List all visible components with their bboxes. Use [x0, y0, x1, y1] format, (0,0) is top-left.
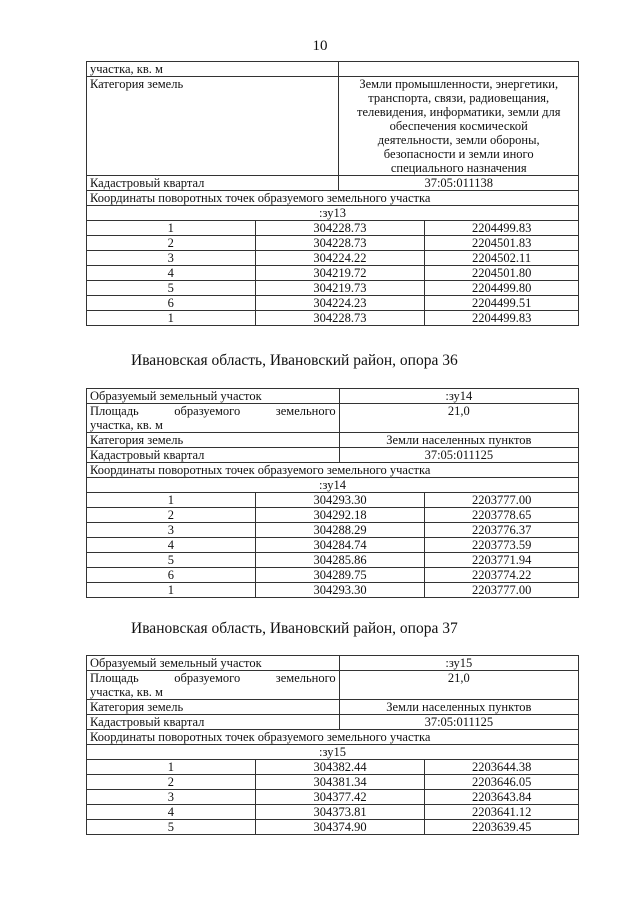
cadastral-label: Кадастровый квартал: [87, 715, 340, 730]
table-row: 4 304373.81 2203641.12: [87, 805, 579, 820]
parcel-row: [87, 389, 579, 404]
table-row: 1 304228.73 2204499.83: [87, 221, 579, 236]
table-row: 3 304288.29 2203776.37: [87, 523, 579, 538]
cadastral-row: [87, 715, 579, 730]
cadastral-value: 37:05:011125: [339, 448, 578, 463]
category-label: Категория земель: [87, 700, 340, 715]
parcel-value: :зу14: [339, 389, 578, 404]
cadastral-label: Кадастровый квартал: [87, 448, 340, 463]
table-row: 1 304382.44 2203644.38: [87, 760, 579, 775]
area-row: [87, 671, 579, 700]
table-row: 5 304374.90 2203639.45: [87, 820, 579, 835]
table-row: 6 304224.23 2204499.51: [87, 296, 579, 311]
category-label: Категория земель: [87, 77, 339, 176]
category-value: Земли промышленности, энергетики, транспорта, связи, радиовещания, телевидения, информатики, земли для обеспечения космической деятельности, земли обороны, безопасности и земли иного специального назначения: [339, 77, 579, 176]
parcel-table-zu14: [86, 388, 579, 598]
cadastral-row: [87, 176, 579, 191]
table-row: 3 304224.22 2204502.11: [87, 251, 579, 266]
table-row: 2 304381.34 2203646.05: [87, 775, 579, 790]
category-row: [87, 77, 579, 176]
table-row: 5 304219.73 2204499.80: [87, 281, 579, 296]
parcel-value: :зу15: [339, 656, 578, 671]
table-row: 4 304219.72 2204501.80: [87, 266, 579, 281]
coords-header: Координаты поворотных точек образуемого земельного участка: [87, 730, 579, 745]
category-value: Земли населенных пунктов: [339, 433, 578, 448]
parcel-label: Образуемый земельный участок: [87, 389, 340, 404]
area-value: [339, 62, 579, 77]
area-label: Площадь образуемого земельного участка, кв. м: [87, 404, 340, 433]
coords-header: Координаты поворотных точек образуемого земельного участка: [87, 463, 579, 478]
parcel-row: [87, 656, 579, 671]
parcel-table-zu13: [86, 61, 579, 326]
table-row: 1 304228.73 2204499.83: [87, 311, 579, 326]
parcel-id: :зу14: [87, 478, 579, 493]
area-label: Площадь образуемого земельного участка, кв. м: [87, 671, 340, 700]
section-heading-opora-36: Ивановская область, Ивановский район, опора 36: [131, 352, 458, 369]
parcel-id: :зу15: [87, 745, 579, 760]
category-row: [87, 700, 579, 715]
table-row: 1 304293.30 2203777.00: [87, 493, 579, 508]
cadastral-value: 37:05:011138: [339, 176, 579, 191]
area-row: [87, 404, 579, 433]
table-row: 4 304284.74 2203773.59: [87, 538, 579, 553]
table-row: 2 304228.73 2204501.83: [87, 236, 579, 251]
parcel-label: Образуемый земельный участок: [87, 656, 340, 671]
table-row: 1 304293.30 2203777.00: [87, 583, 579, 598]
table-row: 2 304292.18 2203778.65: [87, 508, 579, 523]
category-row: [87, 433, 579, 448]
area-value: 21,0: [339, 404, 578, 433]
category-value: Земли населенных пунктов: [339, 700, 578, 715]
table-row: 5 304285.86 2203771.94: [87, 553, 579, 568]
area-value: 21,0: [339, 671, 578, 700]
parcel-table-zu15: [86, 655, 579, 835]
cadastral-label: Кадастровый квартал: [87, 176, 339, 191]
category-label: Категория земель: [87, 433, 340, 448]
coords-header: Координаты поворотных точек образуемого земельного участка: [87, 191, 579, 206]
page-number: 10: [312, 38, 328, 54]
table-row: 6 304289.75 2203774.22: [87, 568, 579, 583]
area-row: [87, 62, 579, 77]
table-row: 3 304377.42 2203643.84: [87, 790, 579, 805]
cadastral-row: [87, 448, 579, 463]
area-label: участка, кв. м: [87, 62, 339, 77]
section-heading-opora-37: Ивановская область, Ивановский район, опора 37: [131, 620, 458, 637]
cadastral-value: 37:05:011125: [339, 715, 578, 730]
parcel-id: :зу13: [87, 206, 579, 221]
